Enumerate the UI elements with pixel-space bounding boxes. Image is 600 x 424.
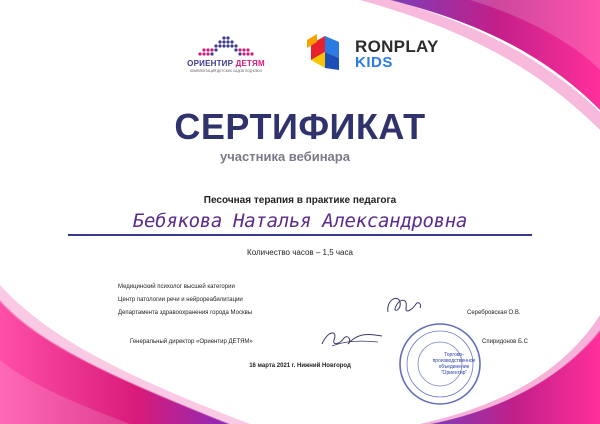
ronplay-wordmark xyxy=(355,38,439,70)
orientir-dots-icon xyxy=(194,36,258,58)
stamp-line-4: "Ориентир" xyxy=(440,370,468,376)
participant-name: Бебякова Наталья Александровна xyxy=(132,210,468,232)
hours-text: Количество часов – 1,5 часа xyxy=(247,248,353,257)
orientir-brand-part-b: ДЕТЯМ xyxy=(235,59,265,68)
ronplay-line2: KIDS xyxy=(355,54,393,71)
name-underline xyxy=(68,234,532,236)
signature-2 xyxy=(318,326,386,352)
orientir-tagline: КОМПЛЕКТАЦИЯ ДЕТСКИХ САДОВ ПОД КЛЮЧ xyxy=(190,69,262,73)
signatory-position-line: Медицинский психолог высшей категории xyxy=(118,284,235,290)
signature-1 xyxy=(382,292,426,320)
orientir-brand-name xyxy=(186,59,266,68)
orientir-brand-part-a: ОРИЕНТИР xyxy=(187,59,234,68)
certificate-subtitle: участника вебинара xyxy=(220,149,350,164)
signatory-name-2: Спиридонов Б.С xyxy=(482,339,528,345)
signatory-organization-line: Центр патологии речи и нейрореабилитации xyxy=(118,297,243,303)
signatory-department-line: Департамента здравоохранения города Москвы xyxy=(118,310,253,316)
stamp-line-2: производственное xyxy=(432,358,476,364)
orientir-logo xyxy=(186,36,266,73)
course-name: Песочная терапия в практике педагога xyxy=(203,195,397,206)
date-and-place: 16 марта 2021 г. Нижний Новгород xyxy=(249,363,351,369)
ronplay-cube-icon xyxy=(305,30,349,74)
signatory-name-1: Серебровская О.В. xyxy=(467,310,521,316)
stamp-line-3: объединение xyxy=(438,364,470,370)
certificate-title: СЕРТИФИКАТ xyxy=(174,106,426,147)
director-title: Генеральный директор «Ориентир ДЕТЯМ» xyxy=(130,339,253,345)
ronplay-line1: RONPLAY xyxy=(355,37,439,56)
stamp-line-1: Торгово- xyxy=(444,352,464,358)
